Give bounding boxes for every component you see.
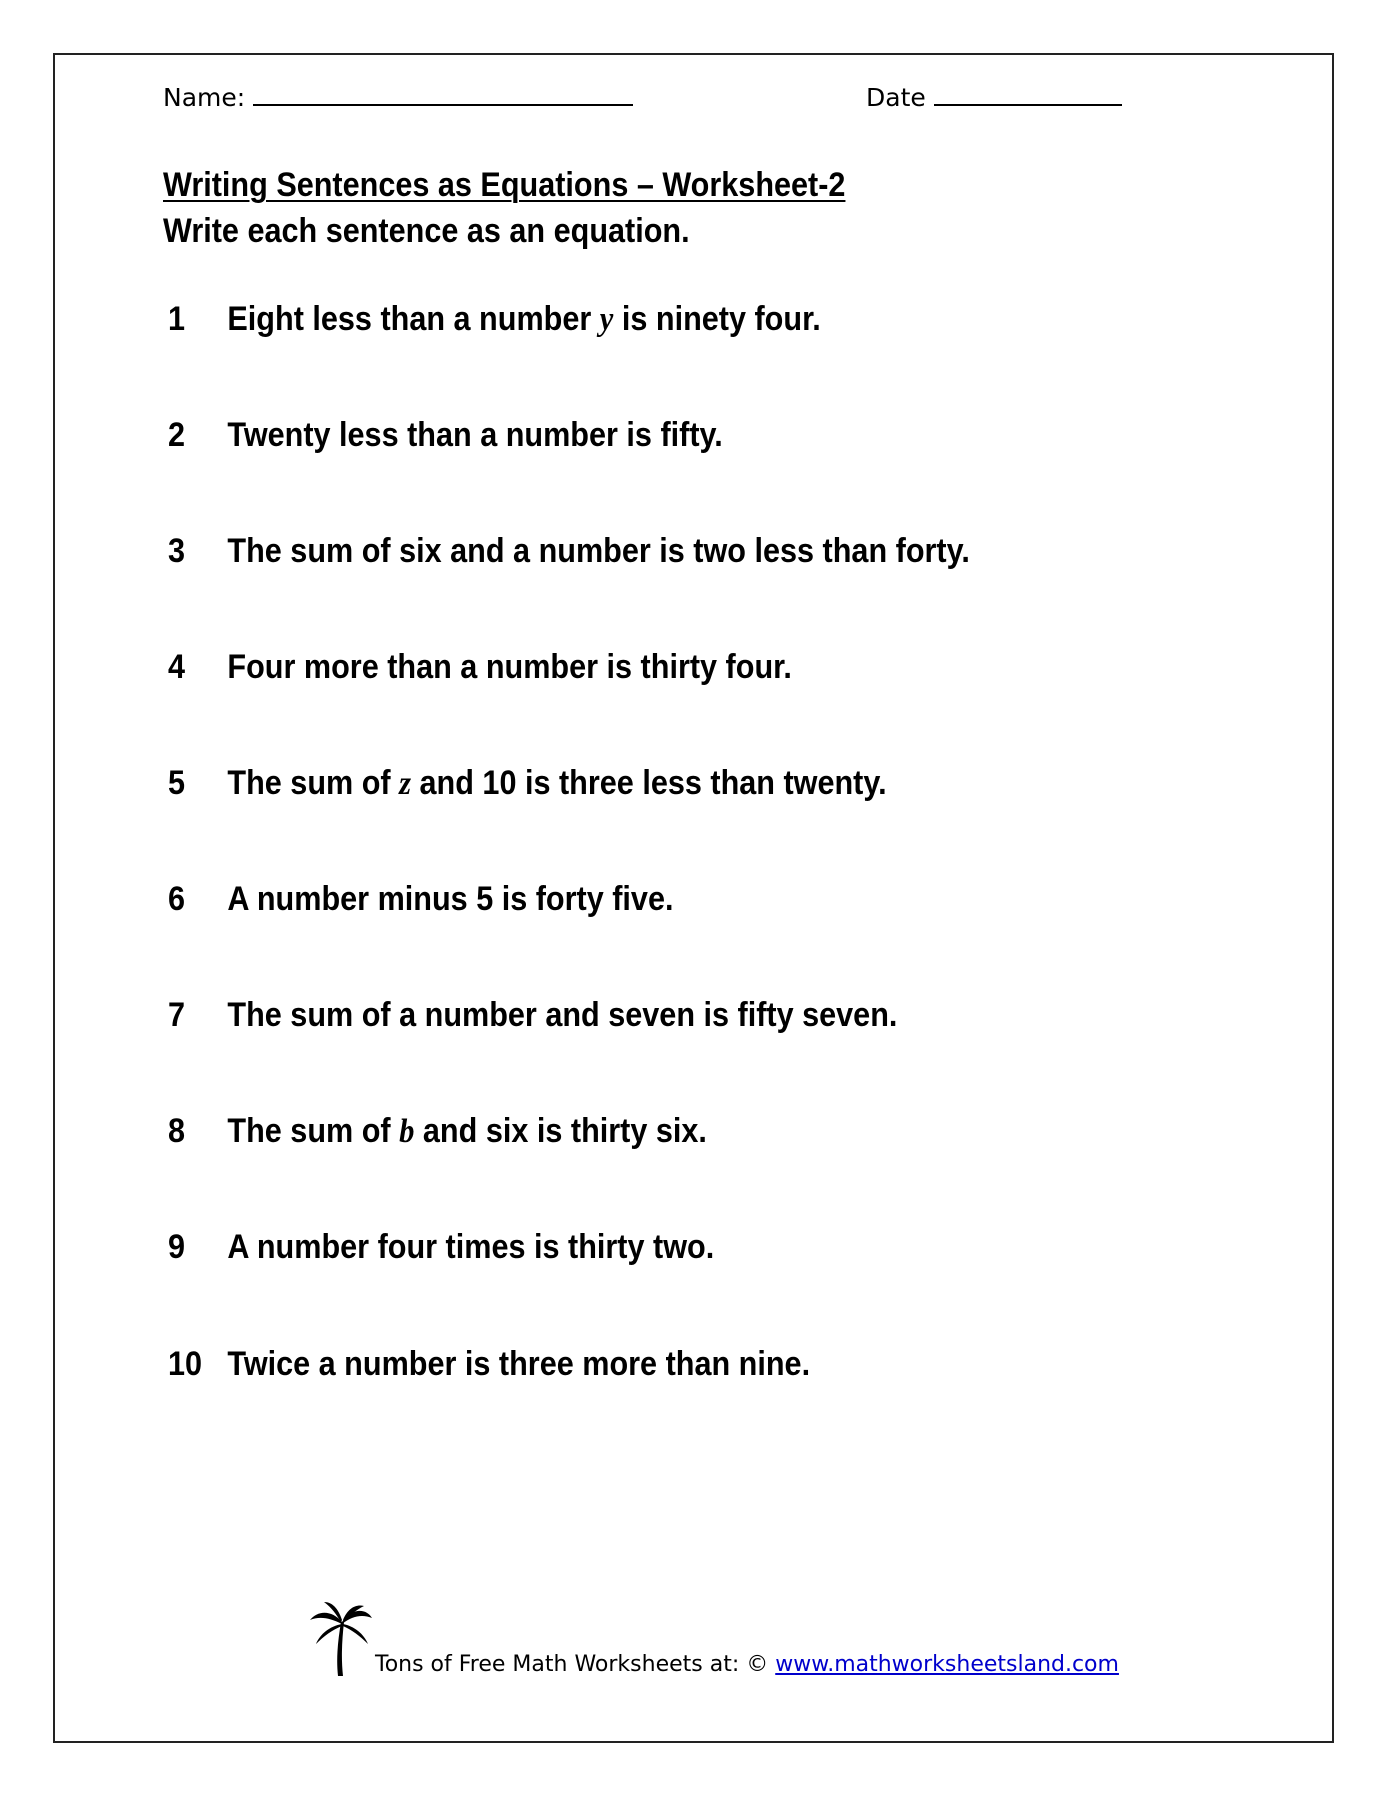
question-number: 5 — [168, 764, 186, 802]
date-field — [866, 82, 1122, 112]
instructions: Write each sentence as an equation. — [163, 212, 690, 250]
variable: y — [599, 301, 614, 338]
variable: z — [399, 765, 412, 802]
question-number: 3 — [168, 532, 186, 570]
question-2: 2 Twenty less than a number is fifty. — [168, 416, 723, 454]
name-label: Name: — [163, 83, 246, 112]
question-7: 7 The sum of a number and seven is fifty seven. — [168, 996, 898, 1034]
worksheet-title: Writing Sentences as Equations – Worksheet-2 — [163, 166, 846, 204]
question-9: 9 A number four times is thirty two. — [168, 1228, 715, 1266]
question-4: 4 Four more than a number is thirty four. — [168, 648, 792, 686]
question-number: 1 — [168, 300, 186, 338]
palm-tree-icon — [308, 1600, 374, 1680]
question-number: 2 — [168, 416, 186, 454]
question-number: 8 — [168, 1112, 186, 1150]
question-6: 6 A number minus 5 is forty five. — [168, 880, 674, 918]
question-10: 10 Twice a number is three more than nine. — [168, 1345, 811, 1383]
date-label: Date — [866, 83, 926, 112]
question-number: 6 — [168, 880, 186, 918]
question-5: 5 The sum of z and 10 is three less than twenty. — [168, 764, 887, 802]
question-3: 3 The sum of six and a number is two less than forty. — [168, 532, 970, 570]
question-number: 9 — [168, 1228, 186, 1266]
footer — [375, 1652, 1119, 1677]
variable: b — [399, 1113, 415, 1150]
footer-text: Tons of Free Math Worksheets at: © — [375, 1652, 776, 1677]
question-1: 1 Eight less than a number y is ninety four. — [168, 300, 821, 338]
name-field — [163, 82, 633, 112]
footer-link[interactable]: www.mathworksheetsland.com — [775, 1652, 1119, 1677]
name-blank[interactable] — [253, 82, 633, 106]
question-number: 10 — [168, 1345, 203, 1383]
question-number: 7 — [168, 996, 186, 1034]
date-blank[interactable] — [934, 82, 1122, 106]
question-8: 8 The sum of b and six is thirty six. — [168, 1112, 707, 1150]
question-number: 4 — [168, 648, 186, 686]
